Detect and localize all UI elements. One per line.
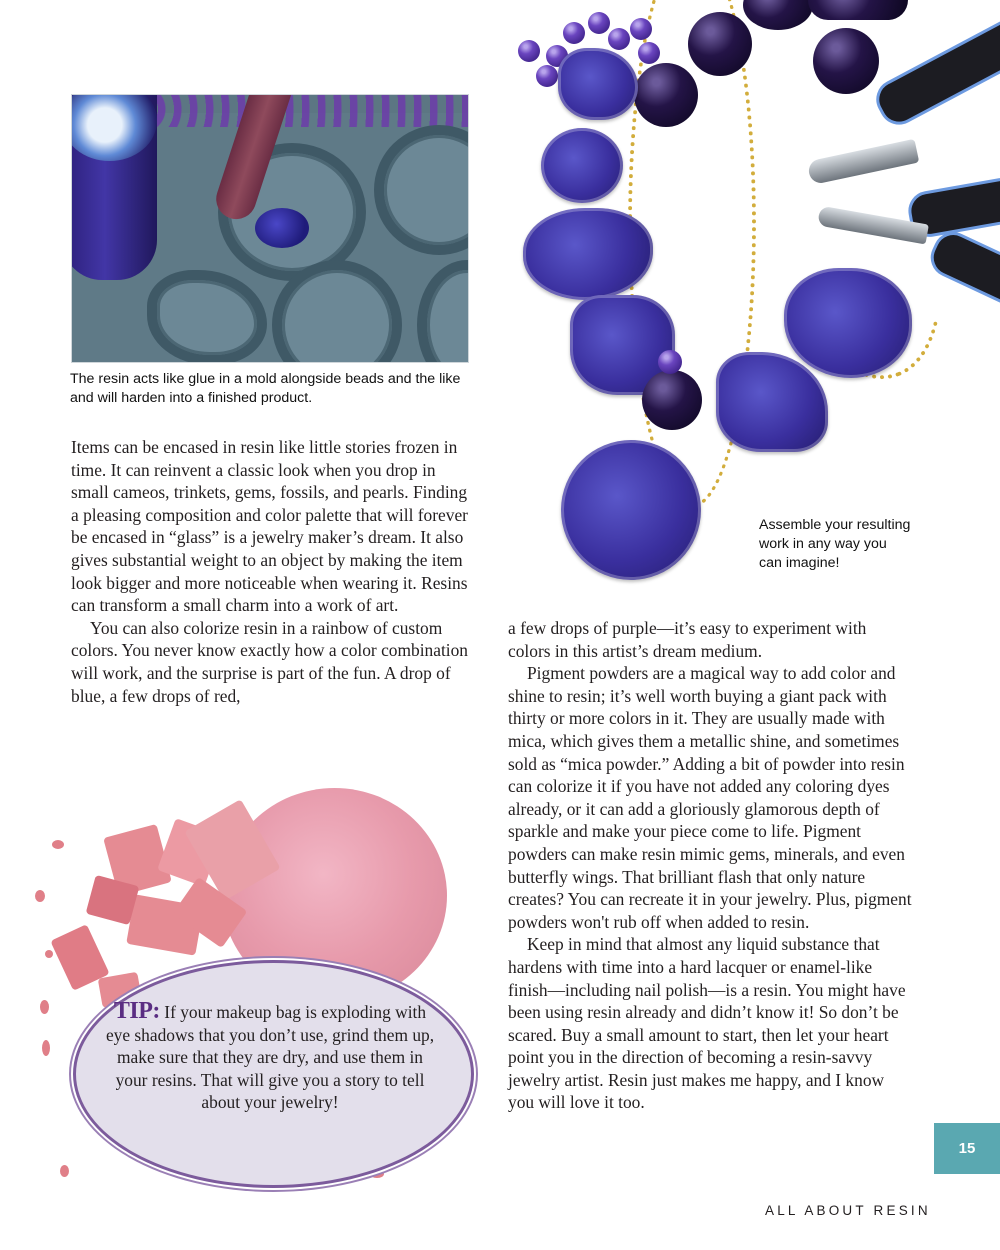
resin-drop: [255, 208, 309, 248]
resin-pendant: [561, 440, 701, 580]
resin-pendant: [558, 48, 638, 120]
paragraph: a few drops of purple—it’s easy to experiment with colors in this artist’s dream medium.: [508, 618, 867, 661]
tip-label: TIP:: [113, 998, 160, 1024]
dark-bead: [688, 12, 752, 76]
body-column-right: [508, 617, 913, 1114]
jewelry-caption-line: Assemble your resulting: [759, 517, 911, 533]
page-number: 15: [958, 1140, 976, 1157]
dark-bead: [642, 370, 702, 430]
page-number-tab: [934, 1123, 1000, 1174]
paragraph: You can also colorize resin in a rainbow of custom colors. You never know exactly how a color combination will work, and the surprise is part of the fun. A drop of blue, a few drops of red,: [71, 617, 469, 706]
jewelry-caption-line: can imagine!: [759, 555, 840, 571]
jewelry-photo: [508, 0, 1000, 600]
pearl: [608, 28, 630, 50]
pearl: [536, 65, 558, 87]
dark-bead: [634, 63, 698, 127]
pearl: [630, 18, 652, 40]
dark-bead: [813, 28, 879, 94]
eyeshadow-crumb: [45, 950, 53, 958]
jewelry-caption-line: work in any way you: [759, 536, 887, 552]
mold-photo: [71, 94, 469, 363]
resin-pendant: [784, 268, 912, 378]
pearl: [638, 42, 660, 64]
resin-pendant: [541, 128, 623, 203]
eyeshadow-crumb: [35, 890, 45, 902]
pearl: [518, 40, 540, 62]
paragraph: Items can be encased in resin like little stories frozen in time. It can reinvent a classic look when you drop in small cameos, trinkets, gems, fossils, and pearls. Finding a pleasing composition and color palette that will forever be encased in “glass” is a jewelry maker’s dream. It also gives substantial weight to an object by making the item look bigger and more noticeable when wearing it. Resins can transform a small charm into a work of art.: [71, 437, 468, 616]
body-column-left: [71, 436, 471, 707]
mold-caption: The resin acts like glue in a mold alongside beads and the like and will harden into a finished product.: [70, 371, 461, 406]
bead-strand: [132, 94, 469, 127]
tip-body: If your makeup bag is exploding with eye shadows that you don’t use, grind them up, make sure that they are dry, and use them in your resins. That will give you a story to tell about your jewelry!: [105, 1002, 435, 1113]
tip-text: [100, 1000, 440, 1114]
eyeshadow-crumb: [52, 840, 64, 849]
eyeshadow-crumb: [60, 1165, 69, 1177]
paragraph: Keep in mind that almost any liquid substance that hardens with time into a hard lacquer or enamel-like finish—including nail polish—is a resin. You might have been using resin already and didn’t know it! So don’t be scared. Buy a small amount to start, then let your heart point you in the direction of becoming a resin-savvy jewelry artist. Resin just makes me happy, and I know you will love it too.: [508, 934, 906, 1113]
eyeshadow-crumb: [42, 1040, 50, 1056]
jewelry-caption: [759, 516, 939, 573]
running-footer: ALL ABOUT RESIN: [765, 1203, 931, 1218]
paragraph: Pigment powders are a magical way to add color and shine to resin; it’s well worth buying a giant pack with thirty or more colors in it. They are usually made with mica, which gives them a metallic shine, and sometimes sold as “mica powder.” Adding a bit of powder into resin can colorize it if you have not added any coloring dyes already, or it can add a gloriously glamorous depth of sparkle and make your piece come to life. Pigment powders can make resin mimic gems, minerals, and even butterfly wings. That brilliant flash that only nature creates? You can recreate it in your jewelry. Plus, pigment powders won't rub off when added to resin.: [508, 663, 912, 932]
eyeshadow-crumb: [40, 1000, 49, 1014]
pearl: [658, 350, 682, 374]
pearl: [588, 12, 610, 34]
pearl: [563, 22, 585, 44]
dark-bead: [808, 0, 908, 20]
